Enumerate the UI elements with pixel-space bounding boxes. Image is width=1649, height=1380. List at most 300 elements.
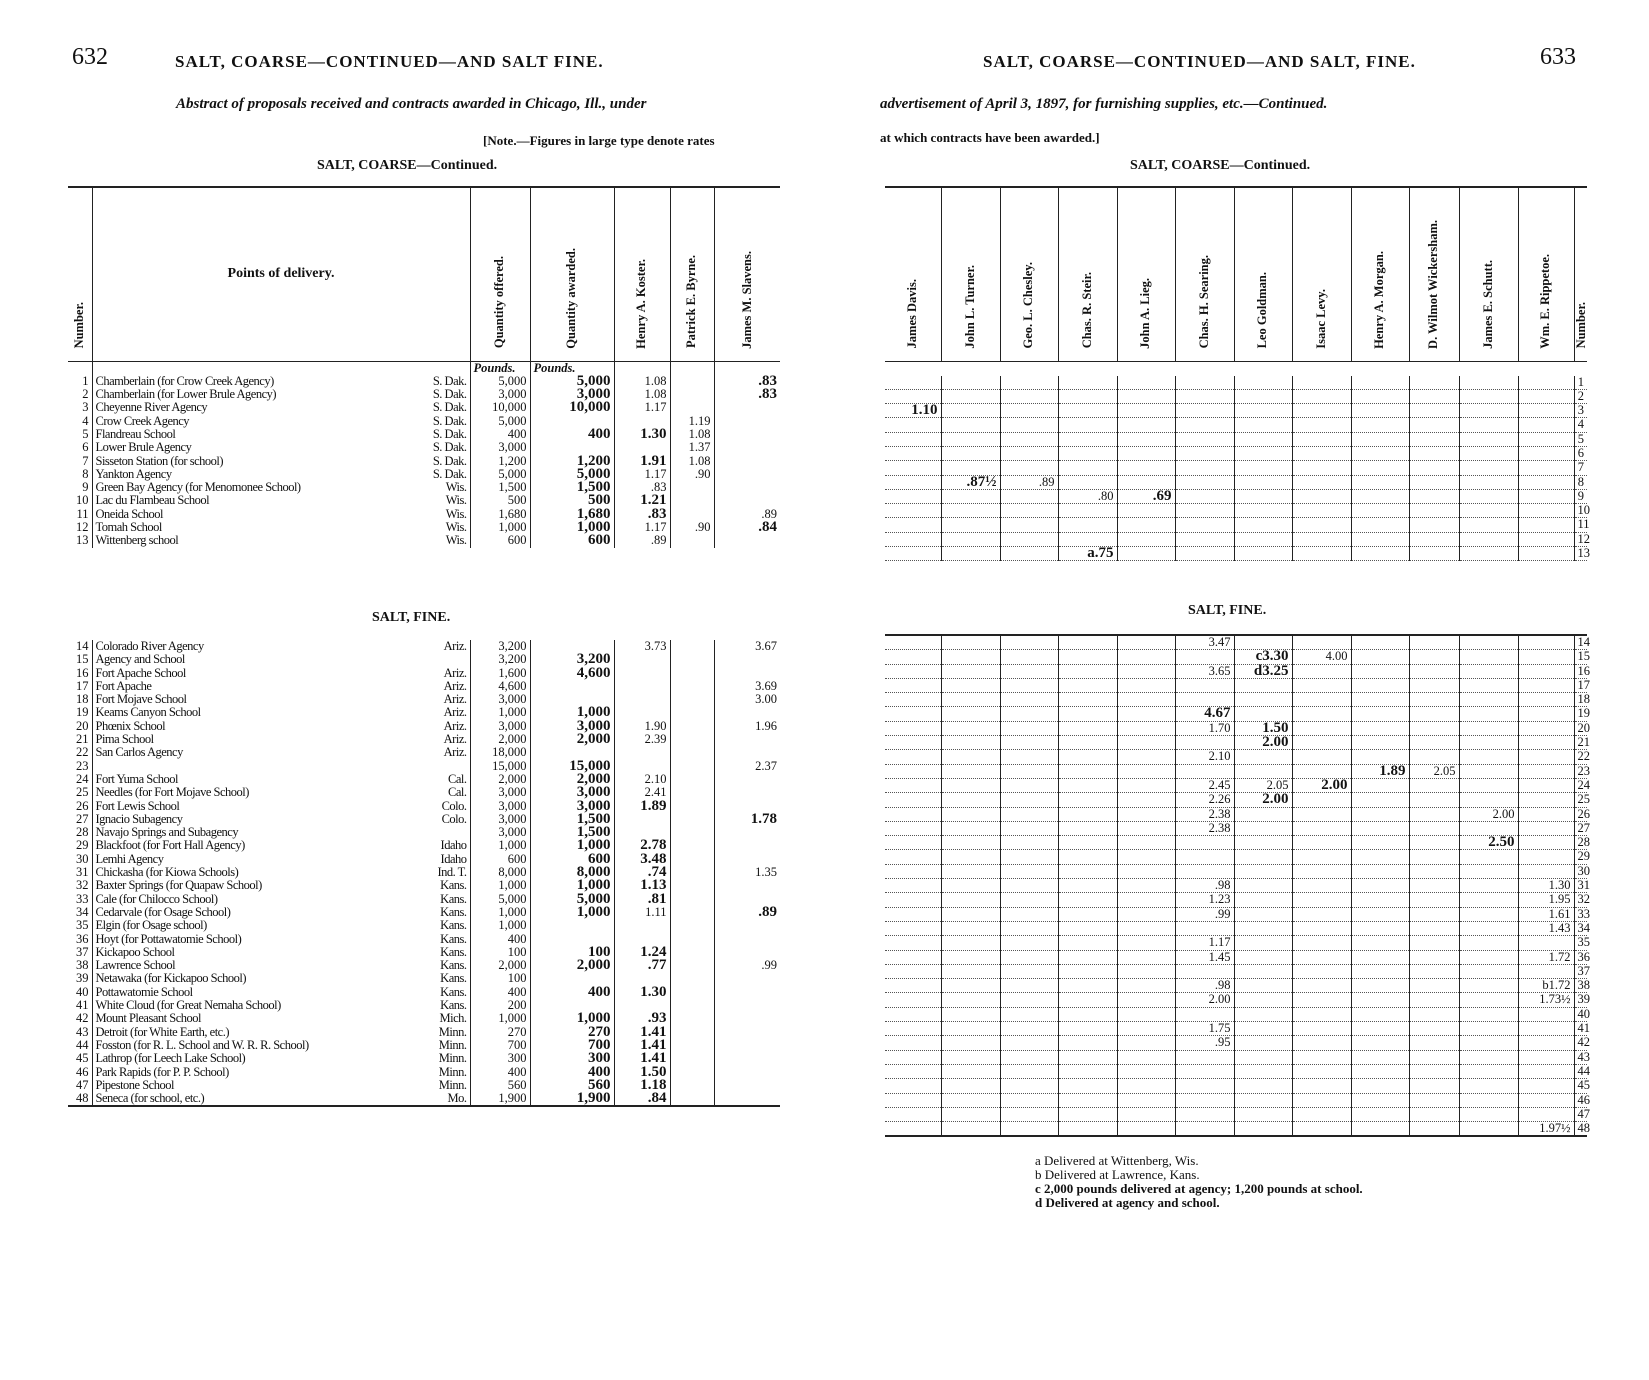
table-row — [885, 532, 1587, 546]
bid-cell — [1000, 418, 1058, 432]
place-name: Chamberlain (for Crow Creek Agency) — [95, 373, 274, 388]
bid-cell — [1518, 821, 1574, 835]
bid-cell — [1058, 850, 1117, 864]
bid-cell — [1058, 650, 1117, 664]
point-of-delivery — [92, 773, 470, 786]
place-name: Crow Creek Agency — [95, 413, 190, 428]
table-row — [885, 907, 1587, 921]
bid-byrne — [670, 972, 714, 985]
coarse-table-left — [68, 186, 780, 548]
bid-cell: 2.05 — [1234, 778, 1292, 792]
table-row — [68, 773, 780, 786]
bid-cell — [1234, 807, 1292, 821]
table-row — [885, 979, 1587, 993]
header-bidder: Leo Goldman. — [1234, 187, 1292, 361]
bid-cell — [1518, 1036, 1574, 1050]
bid-cell — [1058, 1107, 1117, 1121]
row-number: 46 — [76, 1064, 89, 1079]
bid-cell — [1518, 518, 1574, 532]
bid-cell — [1117, 418, 1175, 432]
bid-cell — [1409, 418, 1459, 432]
bid-cell — [1409, 836, 1459, 850]
bid-cell — [1459, 864, 1518, 878]
bid-koster: 1.24 — [614, 946, 670, 959]
bid-cell — [1409, 850, 1459, 864]
bid-koster — [614, 746, 670, 759]
bid-cell — [1234, 950, 1292, 964]
table-row — [885, 635, 1587, 650]
bid-cell — [1351, 404, 1409, 418]
state: Kans. — [440, 891, 467, 906]
state: Ariz. — [443, 705, 467, 720]
bid-cell — [1000, 376, 1058, 390]
bid-slavens: .89 — [714, 508, 780, 521]
bid-cell — [1234, 1050, 1292, 1064]
bid-byrne — [670, 933, 714, 946]
bid-cell — [1058, 879, 1117, 893]
table-row — [68, 919, 780, 932]
place-name: Pipestone School — [95, 1077, 174, 1092]
bid-cell — [1409, 807, 1459, 821]
row-number: 37 — [1574, 964, 1587, 978]
bid-cell — [1058, 1050, 1117, 1064]
bid-cell — [1000, 693, 1058, 707]
quantity-offered: 1,000 — [470, 839, 530, 852]
bid-cell — [1234, 821, 1292, 835]
table-row — [885, 475, 1587, 489]
place-name: Fort Apache School — [95, 665, 186, 680]
bid-koster: .74 — [614, 866, 670, 879]
quantity-awarded: 100 — [530, 946, 614, 959]
bid-cell — [885, 950, 941, 964]
bid-cell — [1459, 489, 1518, 503]
bid-cell — [1000, 489, 1058, 503]
table-row — [885, 936, 1587, 950]
bid-koster: .83 — [614, 481, 670, 494]
row-number: 28 — [1574, 836, 1587, 850]
bid-cell — [1292, 461, 1351, 475]
bid-cell — [1351, 475, 1409, 489]
point-of-delivery — [92, 839, 470, 852]
bid-koster: 3.48 — [614, 853, 670, 866]
bid-cell — [1058, 1007, 1117, 1021]
bid-cell — [1175, 404, 1234, 418]
header-bidder: John L. Turner. — [941, 187, 1000, 361]
quantity-offered: 270 — [470, 1026, 530, 1039]
quantity-offered: 1,000 — [470, 879, 530, 892]
bid-cell — [1175, 489, 1234, 503]
row-number: 23 — [76, 758, 89, 773]
bid-cell — [1058, 993, 1117, 1007]
bid-cell — [1058, 864, 1117, 878]
bid-cell — [1409, 864, 1459, 878]
bid-cell — [1409, 936, 1459, 950]
bid-cell — [1117, 1107, 1175, 1121]
bid-cell — [1351, 721, 1409, 735]
bid-cell — [1175, 964, 1234, 978]
bid-cell — [1409, 721, 1459, 735]
quantity-awarded — [530, 680, 614, 693]
bid-cell — [1000, 936, 1058, 950]
bid-cell — [1000, 764, 1058, 778]
state: Kans. — [440, 931, 467, 946]
bid-cell — [1175, 504, 1234, 518]
bid-cell — [1058, 504, 1117, 518]
bid-cell — [1234, 964, 1292, 978]
bid-cell — [1234, 547, 1292, 561]
table-row — [68, 826, 780, 839]
bid-cell — [1351, 1007, 1409, 1021]
bid-cell: .98 — [1175, 879, 1234, 893]
state: Minn. — [438, 1037, 467, 1052]
bid-cell — [1000, 1022, 1058, 1036]
bid-cell — [941, 921, 1000, 935]
bid-cell — [1351, 1122, 1409, 1137]
bid-cell — [1292, 921, 1351, 935]
row-number: 10 — [76, 493, 89, 508]
bid-cell — [1117, 893, 1175, 907]
coarse-heading-left: SALT, COARSE—Continued. — [317, 158, 498, 173]
row-number: 4 — [1574, 418, 1587, 432]
bid-slavens: 1.78 — [714, 813, 780, 826]
quantity-awarded: 700 — [530, 1039, 614, 1052]
row-number: 13 — [1574, 547, 1587, 561]
bid-cell — [1234, 475, 1292, 489]
row-number: 34 — [76, 904, 89, 919]
bid-cell — [1518, 404, 1574, 418]
point-of-delivery — [92, 1079, 470, 1092]
place-name: Cheyenne River Agency — [95, 400, 208, 415]
place-name: Elgin (for Osage school) — [95, 918, 207, 933]
quantity-offered: 3,000 — [470, 826, 530, 839]
bid-cell — [1518, 1064, 1574, 1078]
bid-slavens — [714, 534, 780, 547]
table-row — [68, 720, 780, 733]
bid-cell — [1459, 950, 1518, 964]
bid-cell — [1409, 547, 1459, 561]
bid-cell — [1292, 707, 1351, 721]
bid-cell — [1175, 1107, 1234, 1121]
row-number: 11 — [1574, 518, 1587, 532]
bid-cell — [885, 432, 941, 446]
table-row — [885, 750, 1587, 764]
place-name: Baxter Springs (for Quapaw School) — [95, 878, 262, 893]
row-number: 22 — [1574, 750, 1587, 764]
row-number: 14 — [76, 639, 89, 653]
state: Minn. — [438, 1051, 467, 1066]
bid-cell — [1234, 404, 1292, 418]
bid-cell — [1518, 836, 1574, 850]
row-number: 46 — [1574, 1093, 1587, 1107]
row-number: 32 — [1574, 893, 1587, 907]
bid-cell — [1351, 532, 1409, 546]
bid-koster: 1.18 — [614, 1079, 670, 1092]
bid-cell — [1292, 1022, 1351, 1036]
state: Ariz. — [443, 718, 467, 733]
table-row — [68, 375, 780, 388]
bid-cell — [941, 418, 1000, 432]
table-row — [885, 850, 1587, 864]
bid-slavens: 3.00 — [714, 693, 780, 706]
bid-koster — [614, 813, 670, 826]
row-number: 37 — [76, 944, 89, 959]
table-row — [68, 760, 780, 773]
table-row — [68, 534, 780, 547]
bid-cell — [1058, 936, 1117, 950]
bid-cell — [1000, 1122, 1058, 1137]
bid-cell — [1117, 836, 1175, 850]
bid-cell — [1409, 879, 1459, 893]
point-of-delivery — [92, 933, 470, 946]
place-name: Blackfoot (for Fort Hall Agency) — [95, 838, 245, 853]
bid-cell — [1409, 921, 1459, 935]
state: S. Dak. — [432, 400, 467, 415]
bid-cell — [885, 650, 941, 664]
bid-cell — [1292, 518, 1351, 532]
state: S. Dak. — [432, 466, 467, 481]
bid-cell — [1409, 993, 1459, 1007]
state: Mo. — [447, 1091, 467, 1106]
place-name: Flandreau School — [95, 426, 176, 441]
bid-slavens — [714, 494, 780, 507]
bid-cell — [1058, 461, 1117, 475]
bid-cell — [1234, 446, 1292, 460]
bid-cell — [1117, 693, 1175, 707]
table-row — [885, 721, 1587, 735]
bid-koster: 1.30 — [614, 428, 670, 441]
bid-cell — [1459, 532, 1518, 546]
header-quantity-awarded: Quantity awarded. — [530, 187, 614, 361]
quantity-offered: 1,200 — [470, 455, 530, 468]
bid-cell — [885, 921, 941, 935]
bid-cell — [1000, 1093, 1058, 1107]
bid-cell — [1459, 664, 1518, 678]
header-quantity-offered: Quantity offered. — [470, 187, 530, 361]
bid-cell — [1409, 532, 1459, 546]
table-row — [68, 653, 780, 666]
bid-cell — [1175, 1007, 1234, 1021]
header-number: Number. — [72, 302, 87, 349]
row-number: 18 — [76, 692, 89, 707]
bid-slavens — [714, 826, 780, 839]
place-name: Kickapoo School — [95, 944, 175, 959]
row-number: 2 — [1574, 389, 1587, 403]
bid-slavens — [714, 919, 780, 932]
point-of-delivery — [92, 853, 470, 866]
bid-cell — [1459, 936, 1518, 950]
quantity-awarded: 8,000 — [530, 866, 614, 879]
row-number: 25 — [76, 785, 89, 800]
state: Ariz. — [443, 745, 467, 760]
row-number: 18 — [1574, 693, 1587, 707]
bid-cell — [1058, 979, 1117, 993]
bid-byrne — [670, 1026, 714, 1039]
bid-cell: 1.23 — [1175, 893, 1234, 907]
quantity-awarded: 1,680 — [530, 508, 614, 521]
bid-cell — [1117, 707, 1175, 721]
bid-cell — [1351, 547, 1409, 561]
bid-cell — [885, 664, 941, 678]
row-number: 1 — [82, 373, 89, 388]
bid-byrne — [670, 693, 714, 706]
table-row — [885, 793, 1587, 807]
bid-slavens — [714, 746, 780, 759]
quantity-awarded: 5,000 — [530, 375, 614, 388]
bid-byrne — [670, 853, 714, 866]
bid-cell — [1518, 750, 1574, 764]
bid-cell — [1351, 850, 1409, 864]
bid-cell — [941, 376, 1000, 390]
bid-cell: 1.73½ — [1518, 993, 1574, 1007]
table-row — [68, 441, 780, 454]
row-number: 21 — [1574, 736, 1587, 750]
bid-byrne — [670, 494, 714, 507]
bid-cell — [1351, 1036, 1409, 1050]
bid-cell — [1518, 936, 1574, 950]
bid-cell — [1518, 864, 1574, 878]
bid-cell — [1292, 532, 1351, 546]
quantity-offered: 5,000 — [470, 468, 530, 481]
bid-cell — [1518, 1007, 1574, 1021]
place-name: Colorado River Agency — [95, 639, 204, 653]
table-row — [68, 879, 780, 892]
state: Kans. — [440, 904, 467, 919]
bid-cell — [1351, 418, 1409, 432]
bid-cell — [885, 850, 941, 864]
point-of-delivery — [92, 706, 470, 719]
bid-cell — [1117, 1093, 1175, 1107]
row-number: 9 — [82, 480, 89, 495]
bid-koster: 1.11 — [614, 906, 670, 919]
place-name: Chamberlain (for Lower Brule Agency) — [95, 387, 277, 402]
bid-cell — [1234, 1122, 1292, 1137]
bid-koster: 3.73 — [614, 640, 670, 653]
bid-cell — [1234, 461, 1292, 475]
units-row — [68, 361, 780, 375]
quantity-offered: 400 — [470, 986, 530, 999]
bid-cell — [1117, 936, 1175, 950]
quantity-awarded: 1,000 — [530, 521, 614, 534]
bid-byrne — [670, 879, 714, 892]
quantity-awarded: 3,000 — [530, 800, 614, 813]
bid-cell — [941, 446, 1000, 460]
bid-cell: 2.00 — [1459, 807, 1518, 821]
bid-cell — [1117, 1079, 1175, 1093]
bid-cell — [941, 864, 1000, 878]
bid-cell — [1409, 650, 1459, 664]
bid-slavens — [714, 933, 780, 946]
state: Colo. — [441, 798, 467, 813]
bid-cell — [1409, 461, 1459, 475]
bid-cell — [1292, 1007, 1351, 1021]
state: Kans. — [440, 998, 467, 1013]
bid-cell — [1175, 1050, 1234, 1064]
bid-cell — [1351, 907, 1409, 921]
quantity-offered: 1,000 — [470, 906, 530, 919]
bid-cell — [1058, 778, 1117, 792]
bid-cell — [1000, 678, 1058, 692]
bid-cell — [1000, 950, 1058, 964]
quantity-offered: 2,000 — [470, 773, 530, 786]
row-number: 29 — [1574, 850, 1587, 864]
bid-cell — [941, 461, 1000, 475]
bid-cell — [885, 721, 941, 735]
bid-cell — [1292, 547, 1351, 561]
bid-cell — [1459, 518, 1518, 532]
bid-cell — [1351, 964, 1409, 978]
bid-slavens — [714, 1026, 780, 1039]
bid-byrne — [670, 893, 714, 906]
bid-koster — [614, 760, 670, 773]
bid-cell — [1000, 650, 1058, 664]
bid-slavens — [714, 441, 780, 454]
bid-cell — [1058, 1122, 1117, 1137]
bid-cell — [1234, 850, 1292, 864]
quantity-offered: 5,000 — [470, 415, 530, 428]
bid-slavens — [714, 879, 780, 892]
state: Minn. — [438, 1064, 467, 1079]
state: Idaho — [440, 838, 467, 853]
point-of-delivery — [92, 494, 470, 507]
bid-cell — [1234, 418, 1292, 432]
bid-cell — [1459, 736, 1518, 750]
bid-slavens: .83 — [714, 375, 780, 388]
bid-cell — [1234, 879, 1292, 893]
row-number: 17 — [1574, 678, 1587, 692]
quantity-offered: 1,000 — [470, 706, 530, 719]
bid-cell — [1409, 504, 1459, 518]
state: S. Dak. — [432, 373, 467, 388]
table-row — [885, 778, 1587, 792]
bid-cell — [1518, 376, 1574, 390]
bid-cell — [941, 736, 1000, 750]
bid-cell: 3.47 — [1175, 635, 1234, 650]
quantity-awarded: 300 — [530, 1052, 614, 1065]
quantity-offered: 15,000 — [470, 760, 530, 773]
bid-cell — [1175, 547, 1234, 561]
bid-cell — [1292, 1050, 1351, 1064]
bid-cell — [941, 650, 1000, 664]
fine-table-right — [885, 634, 1590, 1137]
table-row — [885, 389, 1587, 403]
quantity-offered: 5,000 — [470, 375, 530, 388]
bid-cell — [1058, 950, 1117, 964]
point-of-delivery — [92, 800, 470, 813]
bid-cell — [941, 778, 1000, 792]
bid-slavens — [714, 986, 780, 999]
bid-cell — [1459, 650, 1518, 664]
bid-cell — [1000, 979, 1058, 993]
bid-koster: 2.10 — [614, 773, 670, 786]
quantity-offered: 3,000 — [470, 813, 530, 826]
bid-cell — [1058, 1036, 1117, 1050]
bid-cell — [885, 864, 941, 878]
state: S. Dak. — [432, 413, 467, 428]
bid-cell — [1058, 432, 1117, 446]
table-row — [68, 800, 780, 813]
place-name: Needles (for Fort Mojave School) — [95, 785, 249, 800]
bid-cell — [1459, 707, 1518, 721]
bid-cell — [1234, 693, 1292, 707]
bid-cell — [1292, 721, 1351, 735]
table-row — [68, 667, 780, 680]
bid-koster: 1.90 — [614, 720, 670, 733]
bid-byrne — [670, 667, 714, 680]
bid-cell — [1058, 389, 1117, 403]
point-of-delivery — [92, 906, 470, 919]
bid-cell — [1000, 907, 1058, 921]
bid-cell — [941, 721, 1000, 735]
